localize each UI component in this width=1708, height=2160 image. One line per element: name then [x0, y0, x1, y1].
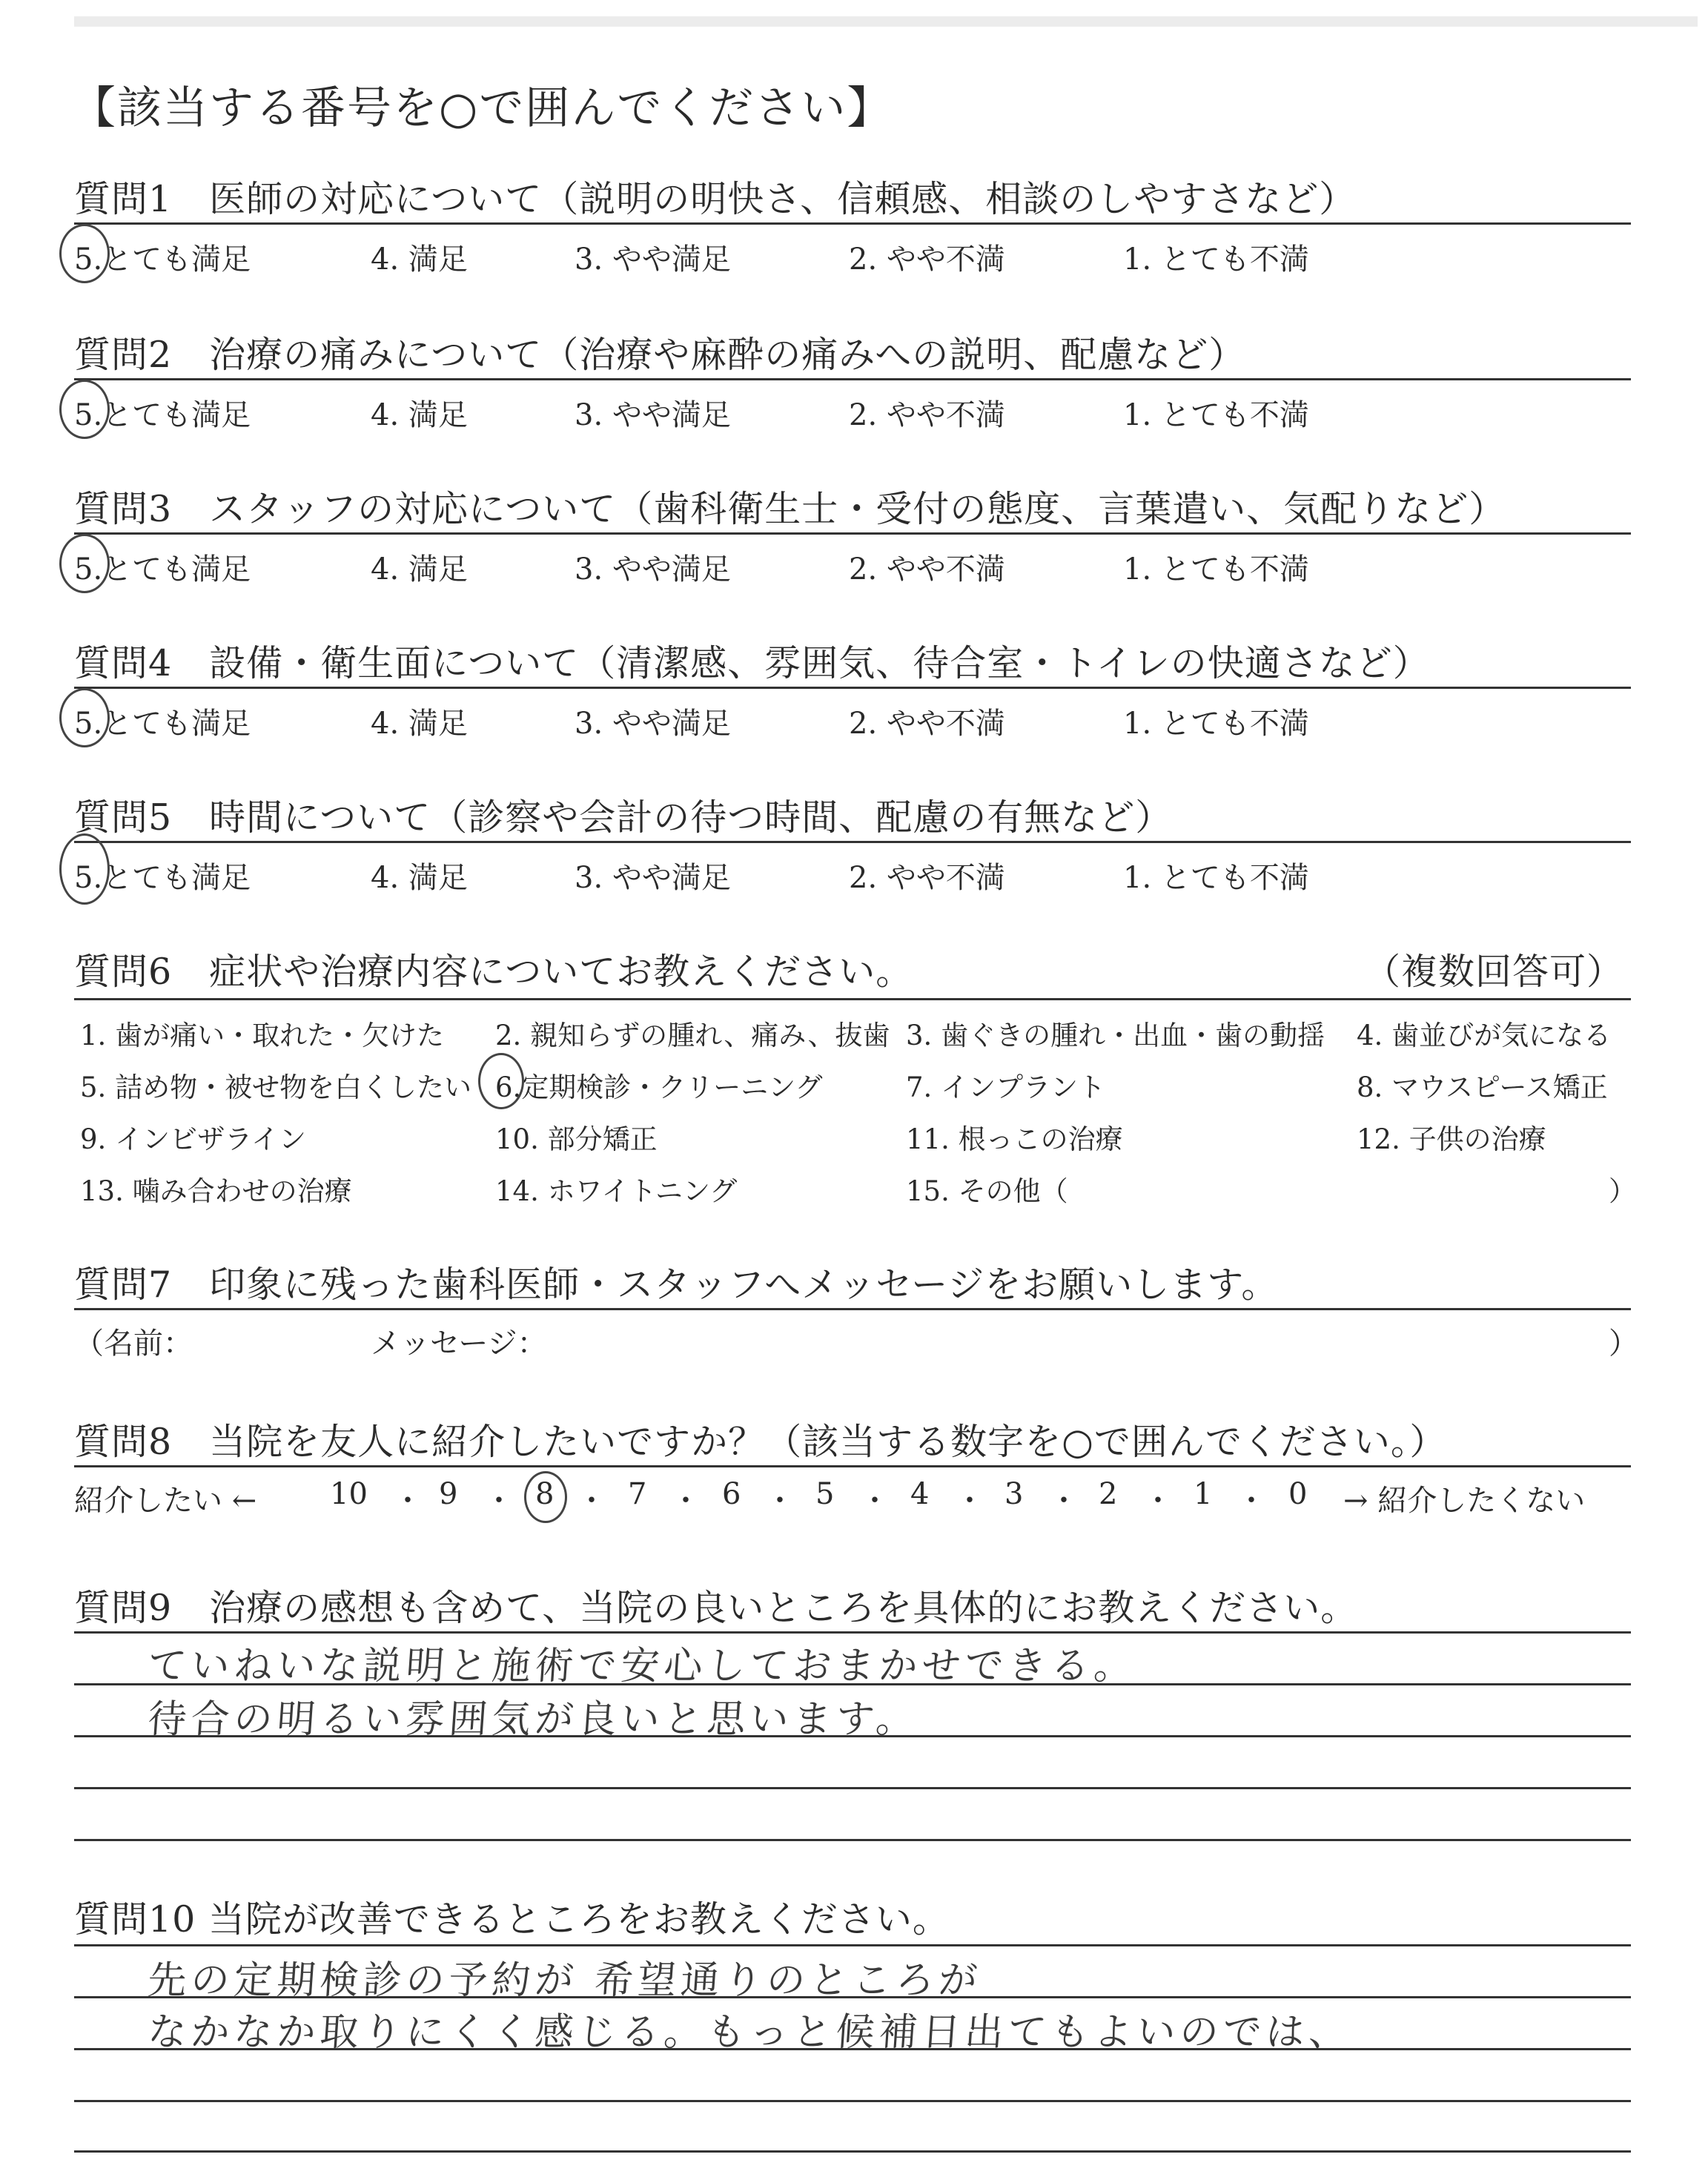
selected-circle	[59, 380, 110, 439]
scale-separator: ・	[671, 1484, 701, 1518]
option-3[interactable]: 3. やや満足	[575, 552, 731, 587]
answer-line	[74, 1944, 1631, 1946]
treatment-4[interactable]: 4. 歯並びが気になる	[1357, 1020, 1612, 1051]
scale-number-9[interactable]: 9	[439, 1477, 458, 1511]
option-3[interactable]: 3. やや満足	[575, 242, 731, 277]
treatment-9[interactable]: 9. インビザライン	[80, 1123, 306, 1155]
option-4[interactable]: 4. 満足	[371, 552, 468, 587]
option-1[interactable]: 1. とても不満	[1123, 707, 1309, 741]
question-10-title: 質問10 当院が改善できるところをお教えください。	[74, 1898, 950, 1941]
scale-separator: ・	[765, 1484, 795, 1518]
scale-number-5[interactable]: 5	[815, 1477, 835, 1511]
message-field-label[interactable]: メッセージ：	[371, 1327, 547, 1361]
selected-circle	[59, 224, 110, 283]
option-4[interactable]: 4. 満足	[371, 398, 468, 432]
question-8-rule	[74, 1465, 1631, 1467]
question-1-rule	[74, 222, 1631, 225]
scale-number-4[interactable]: 4	[910, 1477, 930, 1511]
option-5[interactable]: 5.とても満足	[74, 707, 251, 741]
option-2[interactable]: 2. やや不満	[849, 242, 1005, 277]
message-field-close: ）	[1609, 1327, 1638, 1361]
scale-number-1[interactable]: 1	[1194, 1477, 1213, 1511]
scale-number-3[interactable]: 3	[1004, 1477, 1024, 1511]
question-6-rule	[74, 998, 1631, 1000]
question-7-rule	[74, 1308, 1631, 1310]
question-5-rule	[74, 841, 1631, 843]
option-5[interactable]: 5.とても満足	[74, 552, 251, 587]
question-1-title: 質問1 医師の対応について（説明の明快さ、信頼感、相談のしやすさなど）	[74, 178, 1357, 220]
answer-line	[74, 2150, 1631, 2153]
treatment-13[interactable]: 13. 噛み合わせの治療	[80, 1175, 352, 1207]
treatment-15[interactable]: 15. その他（	[906, 1175, 1068, 1207]
option-4[interactable]: 4. 満足	[371, 861, 468, 895]
scale-number-2[interactable]: 2	[1099, 1477, 1118, 1511]
name-field-label[interactable]: （名前：	[74, 1327, 193, 1361]
treatment-15-close: ）	[1609, 1175, 1636, 1207]
q9-answer-line-2[interactable]: 待合の明るい雰囲気が良いと思います。	[146, 1697, 921, 1742]
question-3-title: 質問3 スタッフの対応について（歯科衛生士・受付の態度、言葉遣い、気配りなど）	[74, 488, 1506, 530]
form-title: 【該当する番号を○で囲んでください】	[71, 82, 893, 134]
treatment-2[interactable]: 2. 親知らずの腫れ、痛み、抜歯	[495, 1020, 890, 1051]
answer-line	[74, 1787, 1631, 1789]
option-1[interactable]: 1. とても不満	[1123, 552, 1309, 587]
question-2-title: 質問2 治療の痛みについて（治療や麻酔の痛みへの説明、配慮など）	[74, 334, 1246, 376]
option-3[interactable]: 3. やや満足	[575, 398, 731, 432]
option-2[interactable]: 2. やや不満	[849, 861, 1005, 895]
question-4-title: 質問4 設備・衛生面について（清潔感、雰囲気、待合室・トイレの快適さなど）	[74, 642, 1430, 684]
scale-number-7[interactable]: 7	[628, 1477, 647, 1511]
treatment-1[interactable]: 1. 歯が痛い・取れた・欠けた	[80, 1020, 445, 1051]
option-1[interactable]: 1. とても不満	[1123, 398, 1309, 432]
treatment-7[interactable]: 7. インプラント	[906, 1071, 1106, 1103]
scale-separator: ・	[1143, 1484, 1173, 1518]
selected-circle	[59, 833, 110, 905]
treatment-5[interactable]: 5. 詰め物・被せ物を白くしたい	[80, 1071, 472, 1103]
option-2[interactable]: 2. やや不満	[849, 398, 1005, 432]
scale-separator: ・	[577, 1484, 606, 1518]
scale-separator: ・	[484, 1484, 514, 1518]
question-6-note: （複数回答可）	[1364, 951, 1624, 993]
option-3[interactable]: 3. やや満足	[575, 861, 731, 895]
option-3[interactable]: 3. やや満足	[575, 707, 731, 741]
treatment-11[interactable]: 11. 根っこの治療	[906, 1123, 1123, 1155]
scale-left-label: 紹介したい ←	[74, 1484, 257, 1518]
option-1[interactable]: 1. とても不満	[1123, 242, 1309, 277]
answer-line	[74, 1839, 1631, 1841]
treatment-8[interactable]: 8. マウスピース矯正	[1357, 1071, 1608, 1103]
option-5[interactable]: 5.とても満足	[74, 398, 251, 432]
option-5[interactable]: 5.とても満足	[74, 861, 251, 895]
q9-answer-line-1[interactable]: ていねいな説明と施術で安心しておまかせできる。	[146, 1644, 1139, 1688]
option-2[interactable]: 2. やや不満	[849, 707, 1005, 741]
option-2[interactable]: 2. やや不満	[849, 552, 1005, 587]
selected-circle	[59, 534, 110, 593]
answer-line	[74, 1631, 1631, 1634]
treatment-6[interactable]: 6.定期検診・クリーニング	[495, 1071, 823, 1103]
q10-answer-line-2[interactable]: なかなか取りにくく感じる。もっと候補日出てもよいのでは、	[146, 2010, 1354, 2055]
scale-separator: ・	[1049, 1484, 1079, 1518]
treatment-12[interactable]: 12. 子供の治療	[1357, 1123, 1546, 1155]
option-5[interactable]: 5.とても満足	[74, 242, 251, 277]
selected-circle	[59, 688, 110, 747]
treatment-14[interactable]: 14. ホワイトニング	[495, 1175, 738, 1207]
option-4[interactable]: 4. 満足	[371, 242, 468, 277]
scale-separator: ・	[860, 1484, 890, 1518]
question-9-title: 質問9 治療の感想も含めて、当院の良いところを具体的にお教えください。	[74, 1587, 1358, 1629]
question-5-title: 質問5 時間について（診察や会計の待つ時間、配慮の有無など）	[74, 796, 1173, 839]
treatment-3[interactable]: 3. 歯ぐきの腫れ・出血・歯の動揺	[906, 1020, 1325, 1051]
selected-circle	[524, 1471, 567, 1523]
q10-answer-line-1[interactable]: 先の定期検診の予約が 希望通りのところが	[146, 1958, 984, 2003]
scale-separator: ・	[1237, 1484, 1266, 1518]
scale-number-10[interactable]: 10	[330, 1477, 368, 1511]
question-3-rule	[74, 532, 1631, 535]
question-4-rule	[74, 687, 1631, 689]
question-8-title: 質問8 当院を友人に紹介したいですか？（該当する数字を○で囲んでください。）	[74, 1421, 1447, 1463]
question-7-title: 質問7 印象に残った歯科医師・スタッフへメッセージをお願いします。	[74, 1264, 1279, 1306]
question-2-rule	[74, 378, 1631, 380]
scale-number-0[interactable]: 0	[1288, 1477, 1308, 1511]
scale-number-8[interactable]: 8	[535, 1477, 555, 1511]
scale-number-6[interactable]: 6	[722, 1477, 741, 1511]
selected-circle	[478, 1053, 524, 1109]
question-6-title: 質問6 症状や治療内容についてお教えください。	[74, 951, 913, 993]
treatment-10[interactable]: 10. 部分矯正	[495, 1123, 658, 1155]
scale-right-label: → 紹介したくない	[1343, 1484, 1586, 1518]
option-4[interactable]: 4. 満足	[371, 707, 468, 741]
scale-separator: ・	[955, 1484, 984, 1518]
scan-edge	[74, 16, 1698, 27]
scale-separator: ・	[393, 1484, 423, 1518]
option-1[interactable]: 1. とても不満	[1123, 861, 1309, 895]
answer-line	[74, 2100, 1631, 2102]
